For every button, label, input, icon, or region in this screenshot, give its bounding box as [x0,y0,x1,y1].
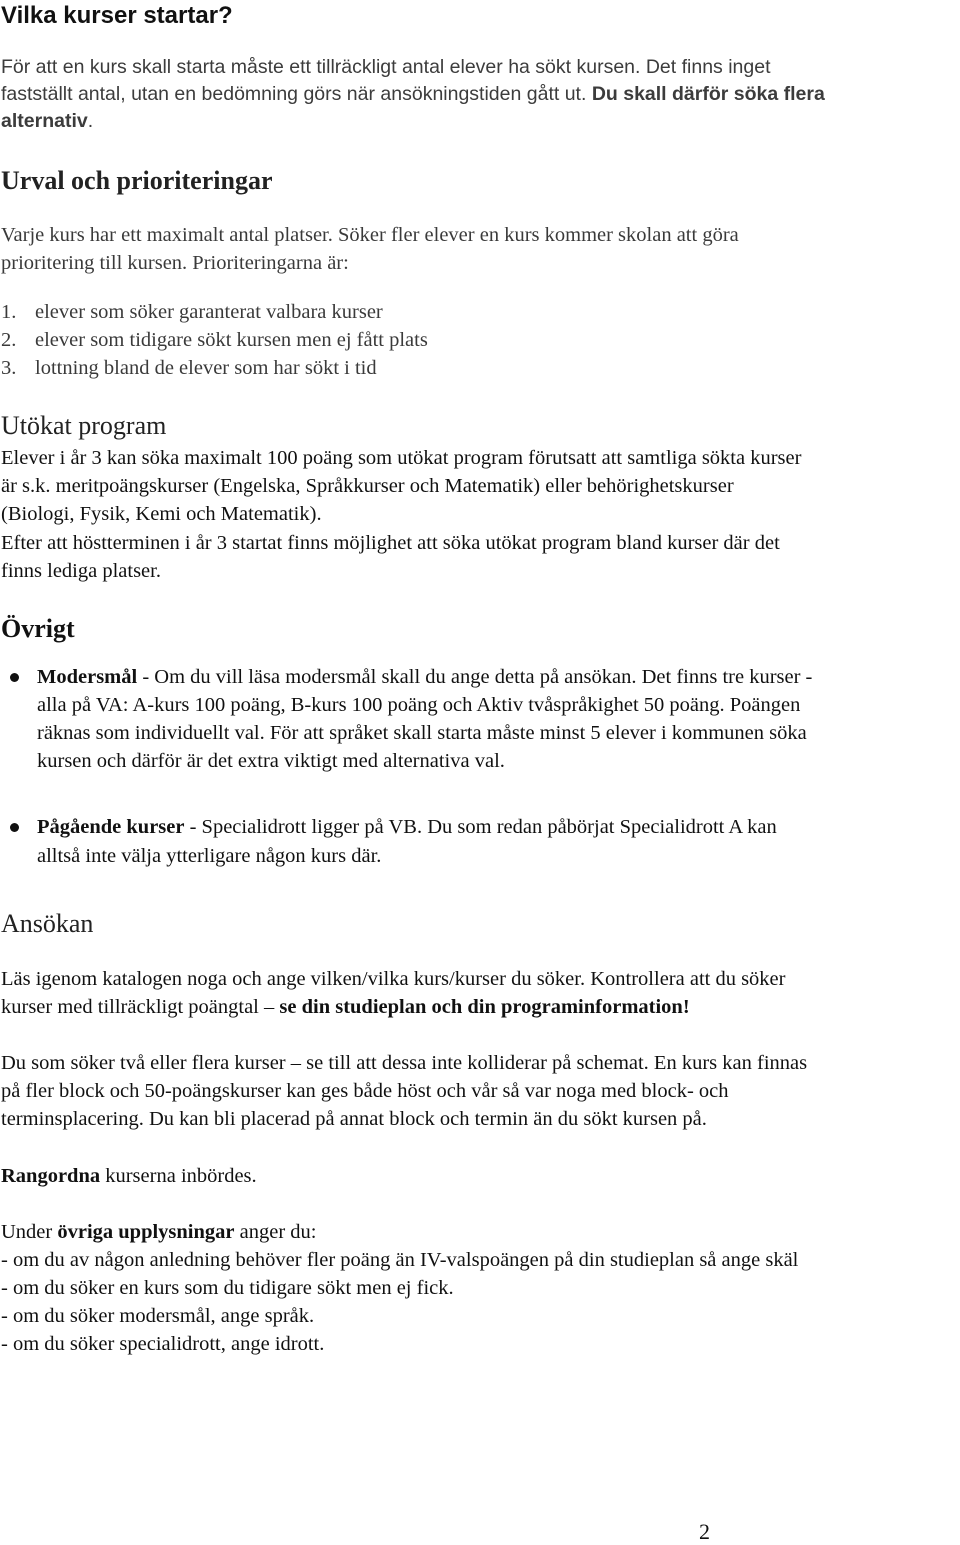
priority-item: 3. lottning bland de elever som har sökt i tid [1,357,377,379]
bullet-icon [10,823,19,832]
pagaende-line-1: Pågående kurser - Specialidrott ligger på VB. Du som redan påbörjat Specialidrott A kan [37,816,777,838]
ansokan-p1-line-1: Läs igenom katalogen noga och ange vilken/vilka kurs/kurser du söker. Kontrollera att du söker [1,968,786,990]
start-line-1: För att en kurs skall starta måste ett tillräckligt antal elever ha sökt kursen. Det finns inget [1,56,771,78]
bullet-icon [10,673,19,682]
heading-ansokan: Ansökan [1,909,94,938]
ansokan-p2-line: Du som söker två eller flera kurser – se till att dessa inte kolliderar på schemat. En kurs kan finnas [1,1052,808,1074]
priority-item: 2. elever som tidigare sökt kursen men ej fått plats [1,329,428,351]
rangordna-line: Rangordna kurserna inbördes. [1,1165,257,1187]
modersmal-line-2: alla på VA: A-kurs 100 poäng, B-kurs 100 poäng och Aktiv tvåspråkighet 50 poäng. Poängen [37,694,801,716]
dash-line: - om du söker en kurs som du tidigare sökt men ej fick. [1,1277,454,1299]
heading-vilka-kurser: Vilka kurser startar? [1,2,233,29]
pagaende-line-2: alltså inte välja ytterligare någon kurs där. [37,845,382,867]
ansokan-p2-line: terminsplacering. Du kan bli placerad på annat block och termin än du sökt kursen på. [1,1108,707,1130]
urval-line-1: Varje kurs har ett maximalt antal platser. Söker fler elever en kurs kommer skolan att göra [1,224,739,246]
start-line-3: alternativ. [1,110,94,132]
urval-line-2: prioritering till kursen. Prioriteringarna är: [1,252,349,274]
utokat-line: är s.k. meritpoängskurser (Engelska, Språkkurser och Matematik) eller behörighetskurser [1,475,734,497]
modersmal-line-1: Modersmål - Om du vill läsa modersmål skall du ange detta på ansökan. Det finns tre kurser - [37,666,813,688]
heading-urval: Urval och prioriteringar [1,166,273,195]
under-line: Under övriga upplysningar anger du: [1,1221,317,1243]
heading-utokat-program: Utökat program [1,411,167,440]
heading-ovrigt: Övrigt [1,614,75,643]
modersmal-line-3: räknas som individuellt val. För att språket skall starta måste minst 5 elever i kommunen söka [37,722,807,744]
utokat-line: (Biologi, Fysik, Kemi och Matematik). [1,503,322,525]
dash-line: - om du söker modersmål, ange språk. [1,1305,315,1327]
utokat-line: Efter att höstterminen i år 3 startat finns möjlighet att söka utökat program bland kurser där det [1,532,780,554]
page-number: 2 [699,1519,710,1544]
modersmal-line-4: kursen och därför är det extra viktigt med alternativa val. [37,750,505,772]
ansokan-p1-line-2: kurser med tillräckligt poängtal – se din studieplan och din programinformation! [1,996,690,1018]
utokat-line: finns lediga platser. [1,560,161,582]
utokat-line: Elever i år 3 kan söka maximalt 100 poäng som utökat program förutsatt att samtliga sökta kurser [1,447,802,469]
priority-item: 1. elever som söker garanterat valbara kurser [1,301,383,323]
start-line-2: fastställt antal, utan en bedömning görs när ansökningstiden gått ut. Du skall därför söka flera [1,83,825,105]
ansokan-p2-line: på fler block och 50-poängskurser kan ges både höst och vår så var noga med block- och [1,1080,729,1102]
dash-line: - om du av någon anledning behöver fler poäng än IV-valspoängen på din studieplan så ange skäl [1,1249,799,1271]
dash-line: - om du söker specialidrott, ange idrott. [1,1333,325,1355]
